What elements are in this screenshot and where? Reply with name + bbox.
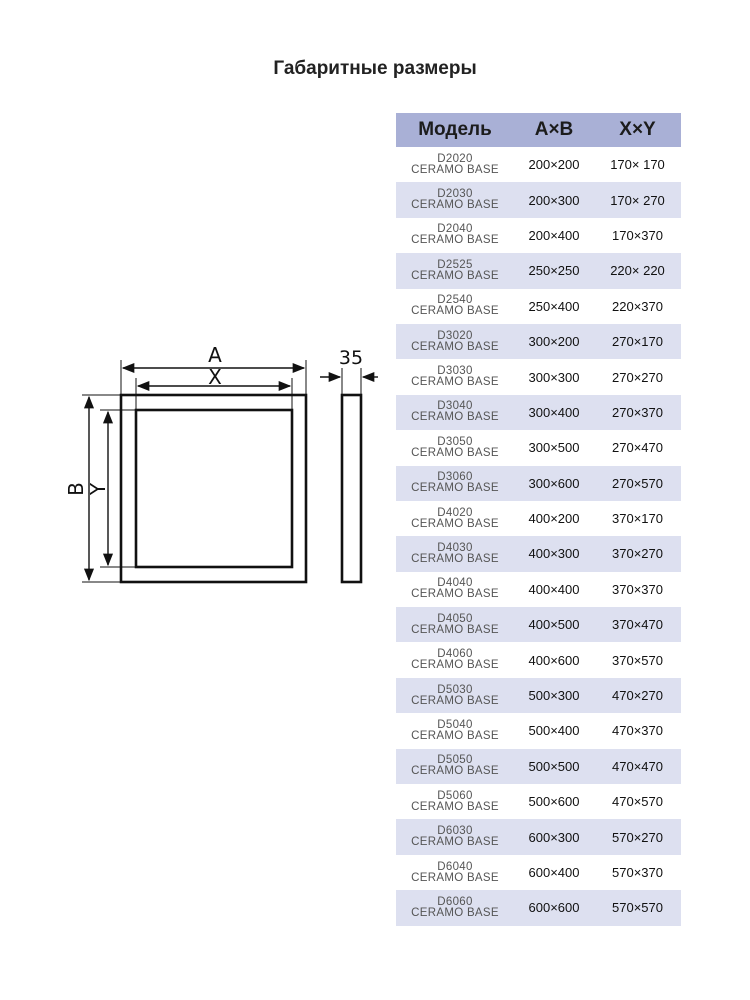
- model-cell: [396, 324, 514, 359]
- xy-cell: 170× 270: [594, 182, 681, 217]
- ab-cell: 500×600: [528, 794, 580, 810]
- model-series: CERAMO BASE: [411, 623, 499, 636]
- xy-cell: 370×270: [594, 536, 681, 571]
- ab-cell: 400×300: [514, 536, 594, 571]
- model-cell: [396, 819, 514, 854]
- model-code: D5060: [437, 789, 473, 802]
- table-row: [396, 607, 681, 642]
- model-code: D6040: [437, 860, 473, 873]
- model-cell: [396, 536, 514, 571]
- model-series: CERAMO BASE: [411, 234, 499, 247]
- xy-cell: 470×570: [612, 794, 663, 810]
- model-series: CERAMO BASE: [411, 269, 499, 282]
- model-code: D3050: [437, 435, 473, 448]
- model-code: D3040: [437, 400, 473, 413]
- model-series: CERAMO BASE: [411, 376, 499, 389]
- model-cell: [396, 855, 514, 890]
- ab-cell: 250×250: [514, 253, 594, 288]
- model-series: CERAMO BASE: [411, 199, 499, 212]
- header-xy: X×Y: [594, 113, 681, 147]
- model-series: CERAMO BASE: [411, 517, 499, 530]
- model-cell: [396, 642, 514, 677]
- model-cell: [396, 607, 514, 642]
- model-code: D5050: [437, 754, 473, 767]
- model-series: CERAMO BASE: [411, 659, 499, 672]
- table-row: [396, 784, 681, 819]
- model-code: D4030: [437, 541, 473, 554]
- model-cell: [396, 890, 514, 925]
- xy-cell: 470×370: [612, 723, 663, 739]
- model-series: CERAMO BASE: [411, 482, 499, 495]
- model-code: D3060: [437, 471, 473, 484]
- model-code: D2020: [437, 152, 473, 165]
- table-row: [396, 678, 681, 713]
- side-view: [342, 395, 361, 582]
- table-row: [396, 289, 681, 324]
- table-row: [396, 749, 681, 784]
- table-row: [396, 890, 681, 925]
- table-row: [396, 359, 681, 394]
- table-row: [396, 253, 681, 288]
- table-row: [396, 501, 681, 536]
- model-code: D2040: [437, 223, 473, 236]
- model-code: D6030: [437, 825, 473, 838]
- label-a: A: [208, 343, 222, 367]
- model-code: D4020: [437, 506, 473, 519]
- xy-cell: 570×270: [594, 819, 681, 854]
- model-cell: [396, 466, 514, 501]
- model-cell: [396, 395, 514, 430]
- model-cell: [396, 501, 514, 536]
- dimensions-table: [396, 113, 681, 926]
- ab-cell: 250×400: [528, 298, 580, 314]
- model-series: CERAMO BASE: [411, 552, 499, 565]
- table-row: [396, 395, 681, 430]
- xy-cell: 170×370: [612, 227, 663, 243]
- model-cell: [396, 289, 514, 324]
- ab-cell: 300×600: [514, 466, 594, 501]
- table-row: [396, 572, 681, 607]
- ab-cell: 400×400: [528, 581, 580, 597]
- table-row: [396, 819, 681, 854]
- xy-cell: 270×570: [594, 466, 681, 501]
- table-row: [396, 147, 681, 182]
- model-cell: [396, 253, 514, 288]
- model-code: D2525: [437, 258, 473, 271]
- xy-cell: 220×370: [612, 298, 663, 314]
- xy-cell: 570×370: [612, 865, 663, 880]
- model-series: CERAMO BASE: [411, 163, 499, 176]
- model-series: CERAMO BASE: [411, 800, 499, 813]
- ab-cell: 500×300: [514, 678, 594, 713]
- ab-cell: 500×400: [528, 723, 580, 739]
- table-row: [396, 713, 681, 748]
- model-cell: [396, 182, 514, 217]
- model-cell: [396, 359, 514, 394]
- label-x: X: [208, 365, 222, 389]
- xy-cell: 170× 170: [610, 157, 665, 173]
- model-series: CERAMO BASE: [411, 906, 499, 919]
- table-row: [396, 642, 681, 677]
- ab-cell: 200×400: [528, 227, 580, 243]
- table-row: [396, 324, 681, 359]
- table-row: [396, 466, 681, 501]
- dimension-drawing: [60, 330, 390, 600]
- model-code: D2540: [437, 294, 473, 307]
- xy-cell: 370×470: [594, 607, 681, 642]
- header-model: Модель: [396, 113, 514, 147]
- ab-cell: 400×600: [528, 652, 580, 668]
- model-series: CERAMO BASE: [411, 765, 499, 778]
- table-header-row: [396, 113, 681, 147]
- model-cell: [396, 430, 514, 465]
- ab-cell: 600×400: [528, 865, 580, 880]
- label-b: B: [64, 482, 88, 496]
- xy-cell: 270×270: [612, 369, 663, 385]
- xy-cell: 370×570: [612, 652, 663, 668]
- xy-cell: 470×470: [594, 749, 681, 784]
- model-series: CERAMO BASE: [411, 588, 499, 601]
- model-code: D4060: [437, 648, 473, 661]
- model-series: CERAMO BASE: [411, 411, 499, 424]
- model-cell: [396, 572, 514, 607]
- xy-cell: 570×570: [594, 890, 681, 925]
- page-title: Габаритные размеры: [273, 58, 477, 79]
- model-series: CERAMO BASE: [411, 305, 499, 318]
- model-series: CERAMO BASE: [411, 871, 499, 884]
- model-series: CERAMO BASE: [411, 694, 499, 707]
- table-row: [396, 536, 681, 571]
- header-ab: A×B: [514, 113, 594, 147]
- model-cell: [396, 784, 514, 819]
- label-depth: 35: [338, 347, 364, 369]
- inner-door: [136, 410, 292, 567]
- ab-cell: 600×300: [514, 819, 594, 854]
- xy-cell: 270×470: [612, 440, 663, 456]
- xy-cell: 270×170: [594, 324, 681, 359]
- xy-cell: 470×270: [594, 678, 681, 713]
- table-row: [396, 182, 681, 217]
- xy-cell: 220× 220: [594, 253, 681, 288]
- model-code: D3030: [437, 365, 473, 378]
- model-code: D5030: [437, 683, 473, 696]
- model-series: CERAMO BASE: [411, 340, 499, 353]
- ab-cell: 300×400: [514, 395, 594, 430]
- model-cell: [396, 749, 514, 784]
- table-row: [396, 430, 681, 465]
- ab-cell: 400×200: [528, 511, 580, 527]
- model-cell: [396, 713, 514, 748]
- ab-cell: 500×500: [514, 749, 594, 784]
- ab-cell: 300×200: [514, 324, 594, 359]
- model-cell: [396, 678, 514, 713]
- model-code: D2030: [437, 188, 473, 201]
- ab-cell: 200×200: [528, 157, 580, 173]
- ab-cell: 200×300: [514, 182, 594, 217]
- model-code: D6060: [437, 895, 473, 908]
- model-cell: [396, 218, 514, 253]
- ab-cell: 600×600: [514, 890, 594, 925]
- model-code: D5040: [437, 718, 473, 731]
- xy-cell: 370×370: [612, 581, 663, 597]
- table-row: [396, 855, 681, 890]
- ab-cell: 400×500: [514, 607, 594, 642]
- xy-cell: 270×370: [594, 395, 681, 430]
- model-code: D4040: [437, 577, 473, 590]
- model-series: CERAMO BASE: [411, 836, 499, 849]
- ab-cell: 300×300: [528, 369, 580, 385]
- label-y: Y: [86, 482, 110, 496]
- ab-cell: 300×500: [528, 440, 580, 456]
- model-cell: [396, 147, 514, 182]
- model-code: D3020: [437, 329, 473, 342]
- outer-frame: [121, 395, 306, 582]
- model-code: D4050: [437, 612, 473, 625]
- table-row: [396, 218, 681, 253]
- xy-cell: 370×170: [612, 511, 663, 527]
- model-series: CERAMO BASE: [411, 446, 499, 459]
- model-series: CERAMO BASE: [411, 729, 499, 742]
